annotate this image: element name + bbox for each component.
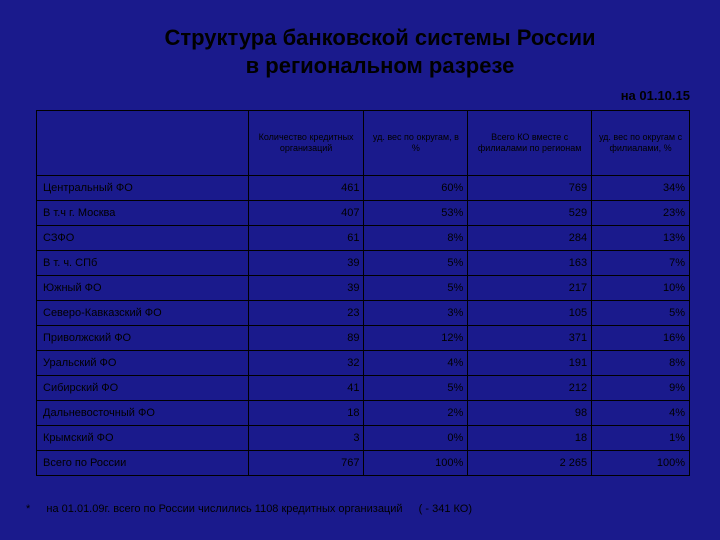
total-cell: 371 — [468, 326, 592, 351]
share-cell: 100% — [364, 451, 468, 476]
share-total-cell: 5% — [592, 301, 690, 326]
region-name-cell: В т. ч. СПб — [37, 251, 249, 276]
count-cell: 32 — [248, 351, 364, 376]
footnote-note: ( - 341 КО) — [418, 503, 473, 515]
header-share: уд. вес по округам, в % — [364, 111, 468, 176]
footnote — [26, 503, 472, 515]
footnote-marker: * — [26, 503, 31, 515]
total-cell: 284 — [468, 226, 592, 251]
count-cell: 39 — [248, 251, 364, 276]
share-total-cell: 13% — [592, 226, 690, 251]
count-cell: 407 — [248, 201, 364, 226]
table-row — [37, 376, 690, 401]
share-total-cell: 4% — [592, 401, 690, 426]
count-cell: 61 — [248, 226, 364, 251]
share-cell: 2% — [364, 401, 468, 426]
count-cell: 41 — [248, 376, 364, 401]
title-line-2: в региональном разрезе — [245, 53, 515, 78]
table-row — [37, 326, 690, 351]
count-cell: 767 — [248, 451, 364, 476]
region-name-cell: В т.ч г. Москва — [37, 201, 249, 226]
total-cell: 769 — [468, 176, 592, 201]
share-total-cell: 9% — [592, 376, 690, 401]
total-cell: 105 — [468, 301, 592, 326]
share-cell: 5% — [364, 251, 468, 276]
share-cell: 0% — [364, 426, 468, 451]
header-total: Всего КО вместе с филиалами по регионам — [468, 111, 592, 176]
total-cell: 163 — [468, 251, 592, 276]
share-cell: 12% — [364, 326, 468, 351]
share-total-cell: 100% — [592, 451, 690, 476]
title-line-1: Структура банковской системы России — [164, 25, 596, 50]
header-region — [37, 111, 249, 176]
table-row — [37, 226, 690, 251]
table-row — [37, 176, 690, 201]
table-row — [37, 451, 690, 476]
region-name-cell: СЗФО — [37, 226, 249, 251]
count-cell: 23 — [248, 301, 364, 326]
share-total-cell: 16% — [592, 326, 690, 351]
header-share-total: уд. вес по округам с филиалами, % — [592, 111, 690, 176]
region-name-cell: Крымский ФО — [37, 426, 249, 451]
region-name-cell: Приволжский ФО — [37, 326, 249, 351]
share-total-cell: 8% — [592, 351, 690, 376]
table-row — [37, 251, 690, 276]
region-name-cell: Уральский ФО — [37, 351, 249, 376]
share-total-cell: 7% — [592, 251, 690, 276]
region-name-cell: Северо-Кавказский ФО — [37, 301, 249, 326]
region-name-cell: Дальневосточный ФО — [37, 401, 249, 426]
count-cell: 89 — [248, 326, 364, 351]
share-cell: 60% — [364, 176, 468, 201]
total-cell: 529 — [468, 201, 592, 226]
count-cell: 18 — [248, 401, 364, 426]
page-title — [0, 24, 720, 80]
count-cell: 461 — [248, 176, 364, 201]
regional-structure-table — [36, 110, 690, 476]
table-row — [37, 351, 690, 376]
share-total-cell: 23% — [592, 201, 690, 226]
region-name-cell: Всего по России — [37, 451, 249, 476]
total-cell: 2 265 — [468, 451, 592, 476]
header-count: Количество кредитных организаций — [248, 111, 364, 176]
total-cell: 98 — [468, 401, 592, 426]
count-cell: 3 — [248, 426, 364, 451]
total-cell: 18 — [468, 426, 592, 451]
share-total-cell: 1% — [592, 426, 690, 451]
report-date: на 01.10.15 — [620, 88, 690, 103]
share-cell: 5% — [364, 276, 468, 301]
share-cell: 3% — [364, 301, 468, 326]
share-cell: 4% — [364, 351, 468, 376]
total-cell: 217 — [468, 276, 592, 301]
table-row — [37, 301, 690, 326]
region-name-cell: Сибирский ФО — [37, 376, 249, 401]
table-row — [37, 276, 690, 301]
footnote-text: на 01.01.09г. всего по России числились 1108 кредитных организаций — [46, 503, 403, 515]
table-header-row — [37, 111, 690, 176]
table-row — [37, 401, 690, 426]
share-cell: 53% — [364, 201, 468, 226]
region-name-cell: Центральный ФО — [37, 176, 249, 201]
total-cell: 212 — [468, 376, 592, 401]
share-cell: 5% — [364, 376, 468, 401]
table-row — [37, 201, 690, 226]
share-total-cell: 10% — [592, 276, 690, 301]
region-name-cell: Южный ФО — [37, 276, 249, 301]
share-total-cell: 34% — [592, 176, 690, 201]
table-row — [37, 426, 690, 451]
share-cell: 8% — [364, 226, 468, 251]
total-cell: 191 — [468, 351, 592, 376]
count-cell: 39 — [248, 276, 364, 301]
